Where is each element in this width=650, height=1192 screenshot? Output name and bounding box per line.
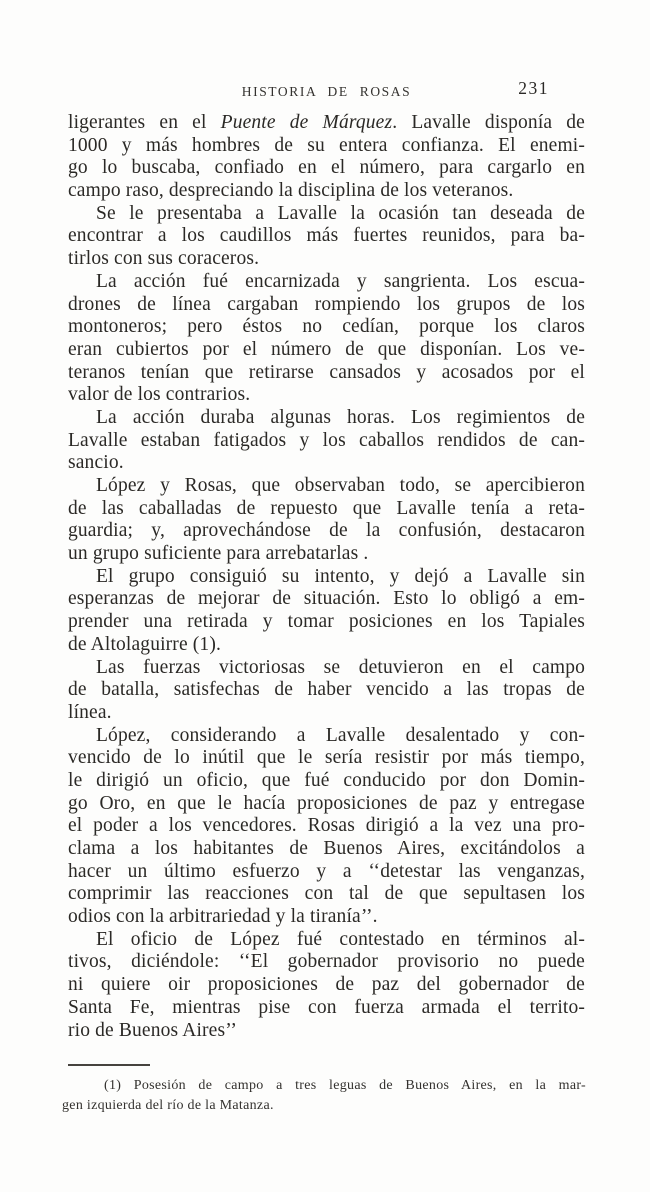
text-line: Santa Fe, mientras pise con fuerza armada el territo-	[68, 996, 585, 1018]
text-line: valor de los contrarios.	[68, 384, 251, 406]
footnote-line: gen izquierda del río de la Matanza.	[62, 1098, 274, 1113]
text-line: odios con la arbitrariedad y la tiranía’’.	[68, 906, 378, 928]
text-line: campo raso, despreciando la disciplina de los veteranos.	[68, 180, 514, 202]
text-line: de las caballadas de repuesto que Lavalle tenía a reta-	[68, 497, 585, 519]
text-line: go Oro, en que le hacía proposiciones de paz y entregase	[68, 792, 585, 814]
footnote-separator	[68, 1064, 150, 1066]
text-line: comprimir las reacciones con tal de que sepultasen los	[68, 883, 585, 905]
text-line: de Altolaguirre (1).	[68, 633, 221, 655]
text-line: línea.	[68, 701, 112, 723]
text-line: Lavalle estaban fatigados y los caballos rendidos de can-	[68, 429, 585, 451]
text-segment: . Lavalle disponía de	[392, 112, 585, 133]
text-line: 1000 y más hombres de su entera confianza. El enemi-	[68, 134, 585, 156]
page-body	[68, 112, 585, 1042]
text-line: de batalla, satisfechas de haber vencido a las tropas de	[68, 679, 585, 701]
running-title: HISTORIA DE ROSAS	[241, 84, 412, 99]
text-line: El oficio de López fué contestado en términos al-	[96, 928, 585, 950]
text-line: prender una retirada y tomar posiciones en los Tapiales	[68, 611, 585, 633]
text-line: rio de Buenos Aires’’	[68, 1019, 238, 1041]
italic-text: Puente de Márquez	[220, 112, 393, 133]
text-line	[68, 112, 585, 135]
page-header	[68, 78, 585, 104]
text-line: tivos, diciéndole: ‘‘El gobernador provisorio no puede	[68, 951, 585, 973]
page-number: 231	[518, 78, 549, 98]
text-segment: ligerantes en el	[68, 112, 221, 133]
text-line: le dirigió un oficio, que fué conducido por don Domin-	[68, 769, 585, 791]
text-line: montoneros; pero éstos no cedían, porque los claros	[68, 316, 585, 338]
text-line: encontrar a los caudillos más fuertes reunidos, para ba-	[68, 225, 585, 247]
text-line: drones de línea cargaban rompiendo los grupos de los	[68, 293, 585, 315]
text-line: vencido de lo inútil que le sería resistir por más tiempo,	[68, 747, 585, 769]
text-line: ni quiere oir proposiciones de paz del gobernador de	[68, 974, 585, 996]
text-line: tirlos con sus coraceros.	[68, 248, 260, 270]
text-line: Las fuerzas victoriosas se detuvieron en el campo	[96, 656, 585, 678]
text-line: sancio.	[68, 452, 124, 474]
text-line: esperanzas de mejorar de situación. Esto lo obligó a em-	[68, 588, 585, 610]
footnote-line: (1) Posesión de campo a tres leguas de Buenos Aires, en la mar-	[104, 1078, 586, 1093]
text-line: Se le presentaba a Lavalle la ocasión tan deseada de	[96, 202, 585, 224]
footnote	[62, 1076, 586, 1116]
text-line: go lo buscaba, confiado en el número, para cargarlo en	[68, 157, 585, 179]
text-line: La acción fué encarnizada y sangrienta. Los escua-	[96, 270, 585, 292]
text-line: el poder a los vencedores. Rosas dirigió a la vez una pro-	[68, 815, 585, 837]
text-line: El grupo consiguió su intento, y dejó a Lavalle sin	[96, 565, 585, 587]
text-line: un grupo suficiente para arrebatarlas .	[68, 543, 369, 565]
text-line: López y Rosas, que observaban todo, se apercibieron	[96, 475, 585, 496]
text-line: La acción duraba algunas horas. Los regimientos de	[96, 406, 585, 428]
text-line: hacer un último esfuerzo y a ‘‘detestar las venganzas,	[68, 860, 585, 882]
text-line: clama a los habitantes de Buenos Aires, excitándolos a	[68, 838, 585, 859]
text-line: teranos tenían que retirarse cansados y acosados por el	[68, 361, 585, 383]
text-line: guardia; y, aprovechándose de la confusión, destacaron	[68, 520, 585, 542]
text-line: eran cubiertos por el número de que disponían. Los ve-	[68, 338, 585, 360]
text-line: López, considerando a Lavalle desalentado y con-	[96, 724, 585, 746]
